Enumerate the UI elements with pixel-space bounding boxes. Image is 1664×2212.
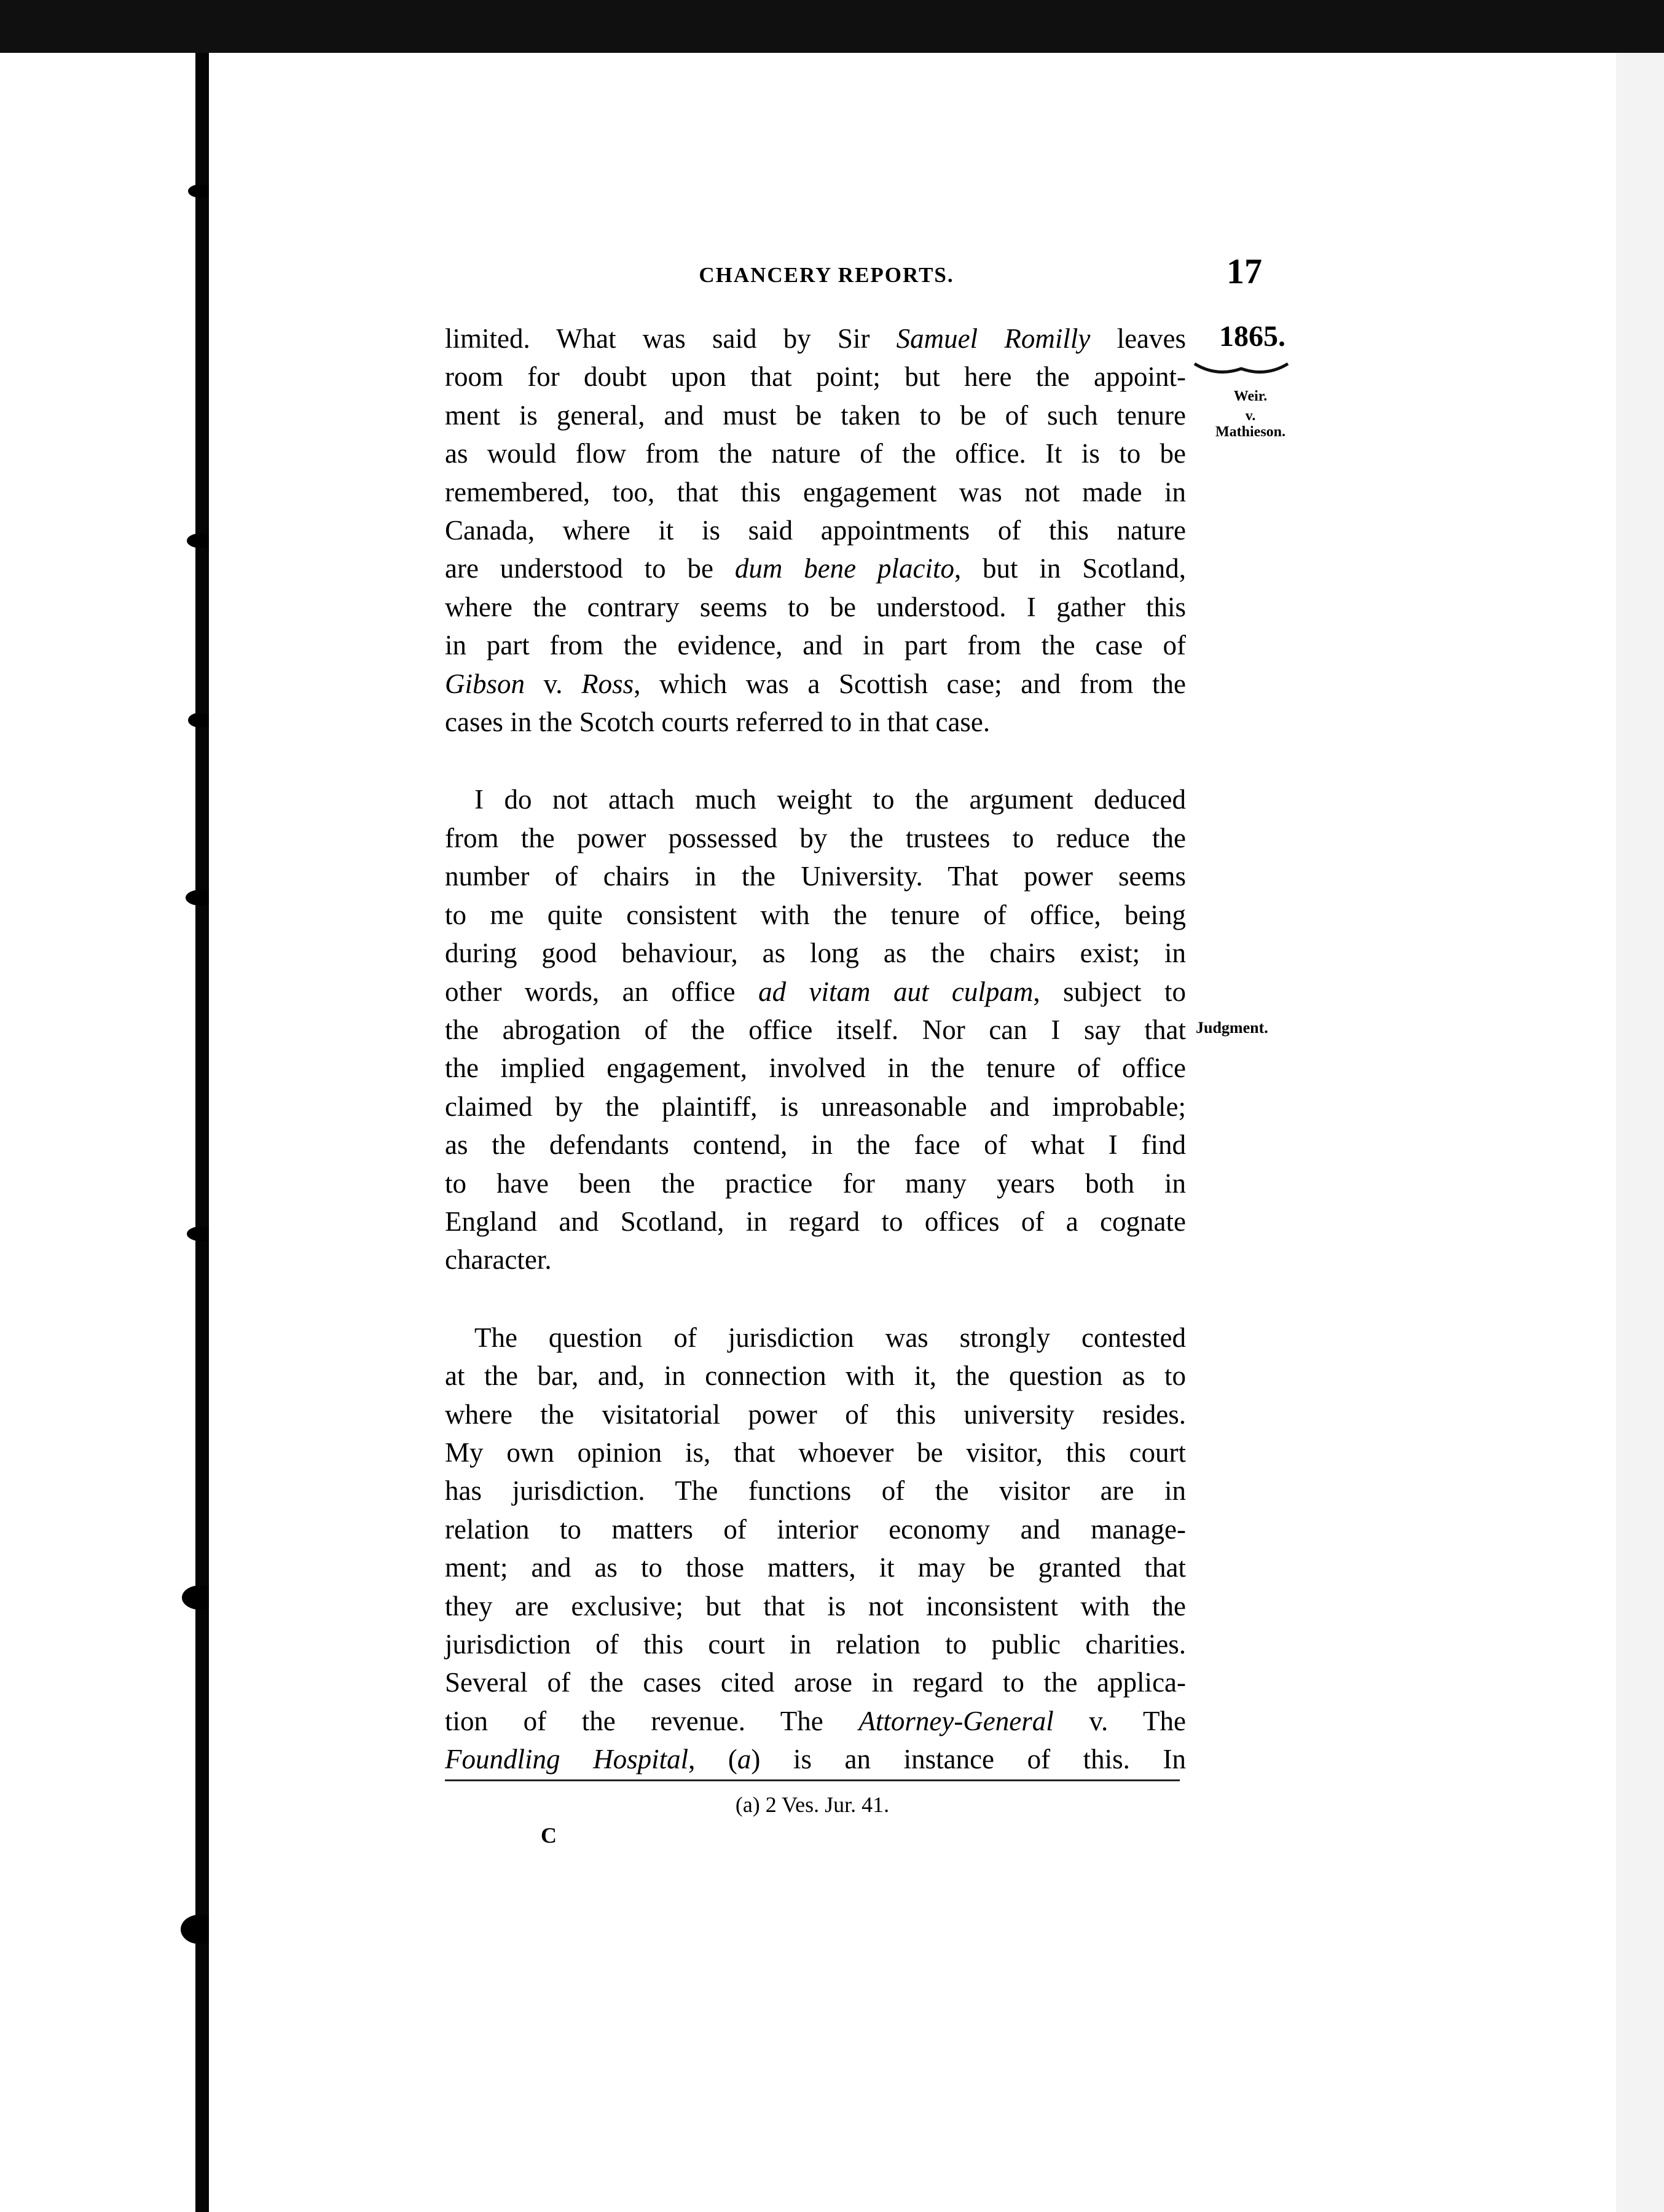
text-line: has jurisdiction. The functions of the visitor are in (445, 1475, 1186, 1507)
scan-right-edge (1616, 53, 1664, 2212)
paragraph-3 (445, 1319, 1186, 1779)
text-line: I do not attach much weight to the argument deduced (474, 784, 1186, 815)
sidenote-party-2: Mathieson. (1215, 424, 1285, 440)
scan-top-border (0, 0, 1664, 53)
text-line: as would flow from the nature of the office. It is to be (445, 438, 1186, 469)
text-line: the abrogation of the office itself. Nor can I say that (445, 1014, 1186, 1045)
text-line: other words, an office ad vitam aut culpam, subject to (445, 976, 1186, 1007)
page-number: 17 (1226, 251, 1262, 291)
text-line: tion of the revenue. The Attorney-General v. The (445, 1705, 1186, 1736)
text-line: during good behaviour, as long as the chairs exist; in (445, 938, 1186, 969)
text-line: Foundling Hospital, (a) is an instance of this. In (445, 1744, 1186, 1775)
text-line: number of chairs in the University. That power seems (445, 861, 1186, 892)
text-line: where the contrary seems to be understood. I gather this (445, 591, 1186, 622)
text-line: ment; and as to those matters, it may be granted that (445, 1552, 1186, 1583)
text-line: to have been the practice for many years both in (445, 1167, 1186, 1199)
text-line: Gibson v. Ross, which was a Scottish case; and from the (445, 668, 1187, 699)
text-line: claimed by the plaintiff, is unreasonable and improbable; (445, 1091, 1186, 1122)
binding-blot (188, 713, 211, 728)
text-line: the implied engagement, involved in the tenure of office (445, 1053, 1186, 1084)
text-line: in part from the evidence, and in part from the case of (445, 630, 1186, 661)
sidenote-judgment: Judgment. (1196, 1019, 1268, 1037)
text-line: are understood to be dum bene placito, but in Scotland, (445, 553, 1186, 584)
sidenote-party-1: Weir. (1233, 388, 1268, 404)
text-line: ment is general, and must be taken to be of such tenure (445, 399, 1186, 431)
text-line: Several of the cases cited arose in regard to the applica- (445, 1667, 1186, 1698)
text-line: The question of jurisdiction was strongly contested (474, 1322, 1186, 1353)
brace-icon (1192, 360, 1290, 385)
text-line: remembered, too, that this engagement was not made in (445, 476, 1186, 508)
sidenote-versus: v. (1245, 408, 1256, 424)
text-line: England and Scotland, in regard to offices of a cognate (445, 1206, 1186, 1237)
signature-mark: C (541, 1823, 557, 1848)
scan-binding-edge (195, 53, 209, 2212)
footnote-rule (445, 1779, 1180, 1781)
paragraph-2 (445, 780, 1186, 1279)
text-line: limited. What was said by Sir Samuel Romilly leaves (445, 323, 1186, 354)
text-line: jurisdiction of this court in relation to public charities. (445, 1629, 1186, 1660)
text-line: as the defendants contend, in the face of what I find (445, 1129, 1186, 1161)
scan-left-strip (0, 53, 195, 2212)
text-line: they are exclusive; but that is not inconsistent with the (445, 1590, 1186, 1622)
footnote: (a) 2 Ves. Jur. 41. (735, 1792, 890, 1817)
judgment-text (445, 320, 1186, 1779)
text-line: at the bar, and, in connection with it, the question as to (445, 1360, 1186, 1392)
text-line: character. (445, 1244, 552, 1276)
text-line: Canada, where it is said appointments of this nature (445, 515, 1186, 546)
text-line: from the power possessed by the trustees to reduce the (445, 822, 1186, 853)
text-line: relation to matters of interior economy and manage- (445, 1513, 1186, 1545)
text-line: cases in the Scotch courts referred to in that case. (445, 707, 991, 738)
sidenote-year: 1865. (1219, 320, 1285, 353)
text-line: where the visitatorial power of this university resides. (445, 1398, 1186, 1430)
running-head: CHANCERY REPORTS. (699, 263, 954, 287)
text-line: My own opinion is, that whoever be visitor, this court (445, 1437, 1186, 1468)
text-line: to me quite consistent with the tenure of office, being (445, 899, 1186, 930)
text-line: room for doubt upon that point; but here the appoint- (445, 361, 1186, 393)
paragraph-1 (445, 320, 1186, 741)
